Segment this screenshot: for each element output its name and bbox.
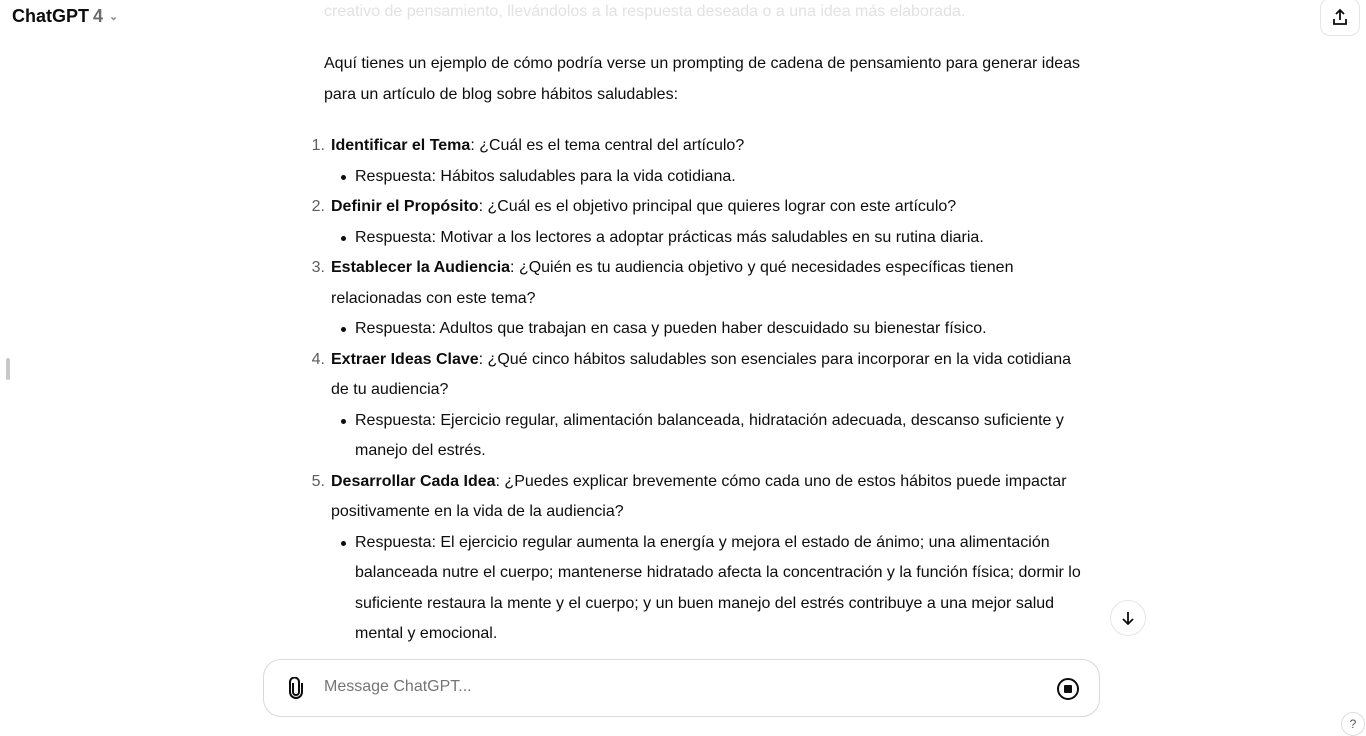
sidebar-toggle-handle[interactable]: [6, 358, 10, 380]
scroll-down-button[interactable]: [1110, 600, 1146, 636]
message-composer: [263, 659, 1100, 717]
help-button[interactable]: ?: [1341, 712, 1365, 736]
stop-icon: [1056, 677, 1080, 701]
answer-list: [331, 162, 1084, 193]
step-item: [311, 467, 1084, 650]
step-number: 2.: [311, 198, 325, 215]
step-answer: Respuesta: Motivar a los lectores a adoptar prácticas más saludables en su rutina diaria.: [355, 223, 1084, 254]
share-icon: [1331, 8, 1349, 26]
step-answer: Respuesta: Adultos que trabajan en casa y pueden haber descuidado su bienestar físico.: [355, 314, 1084, 345]
step-item: [311, 131, 1084, 192]
answer-list: [331, 528, 1084, 650]
step-item: [311, 253, 1084, 345]
step-item: [311, 192, 1084, 253]
step-question: : ¿Puedes explicar brevemente cómo cada uno de estos hábitos puede impactar positivamente en la vida de la audiencia?: [331, 472, 1067, 520]
paperclip-icon: [286, 677, 306, 699]
steps-list: [311, 131, 1084, 650]
chevron-down-icon: ⌄: [109, 11, 119, 23]
step-number: 3.: [311, 259, 325, 276]
step-question: : ¿Cuál es el objetivo principal que quieres lograr con este artículo?: [478, 198, 957, 215]
step-question: : ¿Cuál es el tema central del artículo?: [470, 137, 745, 154]
arrow-down-icon: [1120, 610, 1136, 626]
step-title: Establecer la Audiencia: [331, 259, 511, 276]
step-question: : ¿Quién es tu audiencia objetivo y qué necesidades específicas tienen relacionadas con este tema?: [331, 259, 1014, 307]
answer-list: [331, 223, 1084, 254]
step-answer: Respuesta: Ejercicio regular, alimentación balanceada, hidratación adecuada, descanso suficiente y manejo del estrés.: [355, 406, 1084, 467]
intro-paragraph: Aquí tienes un ejemplo de cómo podría verse un prompting de cadena de pensamiento para generar ideas para un artículo de blog sobre hábitos saludables:: [324, 55, 1081, 103]
share-button[interactable]: [1320, 0, 1360, 36]
attach-button[interactable]: [286, 677, 306, 704]
message-input[interactable]: [324, 678, 1024, 696]
step-title: Desarrollar Cada Idea: [331, 472, 496, 490]
step-number: 5.: [311, 472, 325, 490]
faded-text: creativo de pensamiento, llevándolos a la respuesta deseada o a una idea más elaborada.: [324, 3, 966, 20]
answer-list: [331, 314, 1084, 345]
step-answer: Respuesta: Hábitos saludables para la vida cotidiana.: [355, 162, 1084, 193]
step-number: 4.: [311, 350, 325, 368]
step-item: [311, 345, 1084, 467]
model-selector[interactable]: [12, 6, 118, 27]
step-title: Definir el Propósito: [331, 198, 479, 215]
model-version: 4: [93, 6, 104, 26]
app-title: ChatGPT: [12, 6, 90, 26]
answer-list: [331, 406, 1084, 467]
step-answer: Respuesta: El ejercicio regular aumenta la energía y mejora el estado de ánimo; una alimentación balanceada nutre el cuerpo; mantenerse hidratado afecta la concentración y la función física; dormir lo suficiente restaura la mente y el cuerpo; y un buen manejo del estrés contribuye a una mejor salud mental y emocional.: [355, 528, 1084, 650]
step-title: Identificar el Tema: [331, 137, 471, 154]
step-number: 1.: [311, 137, 325, 154]
stop-button[interactable]: [1056, 677, 1080, 706]
step-title: Extraer Ideas Clave: [331, 350, 479, 368]
step-question: : ¿Qué cinco hábitos saludables son esenciales para incorporar en la vida cotidiana de tu audiencia?: [331, 350, 1072, 398]
